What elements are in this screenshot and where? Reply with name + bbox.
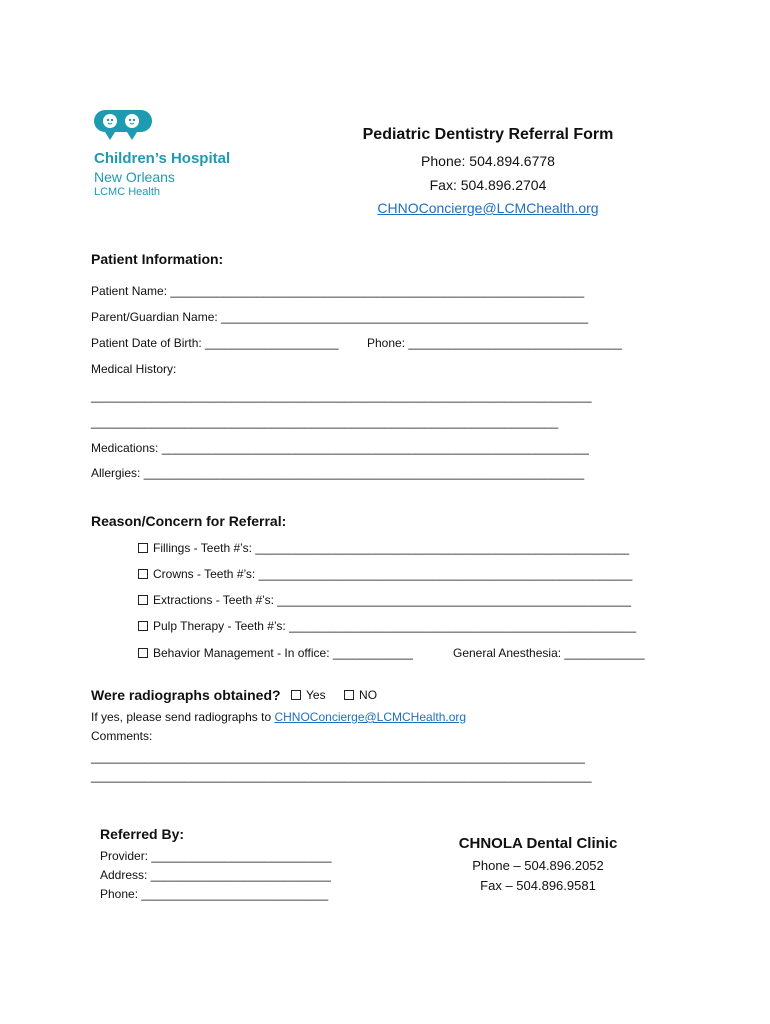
send-radiographs-note xyxy=(91,710,466,724)
clinic-phone: Phone – 504.896.2052 xyxy=(472,858,604,873)
fillings-row xyxy=(138,541,629,555)
medical-history-line[interactable]: ______________________________________________________________________ xyxy=(91,415,559,429)
dob-field[interactable]: Patient Date of Birth: ____________________ xyxy=(91,336,339,350)
header-email-link[interactable]: CHNOConcierge@LCMChealth.org xyxy=(377,200,599,216)
medications-field[interactable]: Medications: ________________________________________________________________ xyxy=(91,441,589,455)
comments-line[interactable]: __________________________________________________________________________ xyxy=(91,750,585,764)
crowns-row xyxy=(138,567,632,581)
provider-field[interactable]: Provider: ___________________________ xyxy=(100,849,332,863)
logo-name-line1: Children’s Hospital xyxy=(94,150,231,167)
patient-phone-field[interactable]: Phone: ________________________________ xyxy=(367,336,622,350)
extractions-checkbox[interactable] xyxy=(138,595,148,605)
fillings-field[interactable]: Fillings - Teeth #’s: ________________________________________________________ xyxy=(153,541,630,555)
medical-history-line[interactable]: ___________________________________________________________________________ xyxy=(91,389,592,403)
allergies-field[interactable]: Allergies: __________________________________________________________________ xyxy=(91,466,585,480)
header-phone: Phone: 504.894.6778 xyxy=(421,153,555,169)
medical-history-label: Medical History: xyxy=(91,362,177,376)
header-fax: Fax: 504.896.2704 xyxy=(429,177,547,193)
radiographs-yes-checkbox[interactable] xyxy=(291,690,301,700)
extractions-row xyxy=(138,593,631,607)
form-title: Pediatric Dentistry Referral Form xyxy=(362,126,614,143)
pulp-therapy-row xyxy=(138,619,636,633)
fillings-checkbox[interactable] xyxy=(138,543,148,553)
behavior-management-field[interactable]: Behavior Management - In office: ____________ xyxy=(153,646,413,660)
clinic-name: CHNOLA Dental Clinic xyxy=(458,835,618,852)
comments-label: Comments: xyxy=(91,729,153,743)
referred-by-heading: Referred By: xyxy=(100,826,185,842)
children-logo-icon xyxy=(94,108,154,142)
crowns-field[interactable]: Crowns - Teeth #’s: ________________________________________________________ xyxy=(153,567,633,581)
radiographs-row xyxy=(91,687,377,705)
referrer-phone-field[interactable]: Phone: ____________________________ xyxy=(100,887,329,901)
radiographs-no-label: NO xyxy=(359,688,378,702)
extractions-field[interactable]: Extractions - Teeth #’s: _____________________________________________________ xyxy=(153,593,631,607)
patient-name-field[interactable]: Patient Name: ______________________________________________________________ xyxy=(91,284,585,298)
radiographs-question: Were radiographs obtained? xyxy=(91,687,281,703)
send-radiographs-text: If yes, please send radiographs to xyxy=(91,710,272,724)
comments-line[interactable]: ___________________________________________________________________________ xyxy=(91,769,592,783)
hospital-logo xyxy=(94,108,254,203)
guardian-name-field[interactable]: Parent/Guardian Name: _______________________________________________________ xyxy=(91,310,589,324)
radiographs-yes-label: Yes xyxy=(306,688,326,702)
clinic-fax: Fax – 504.896.9581 xyxy=(480,878,596,893)
pulp-therapy-field[interactable]: Pulp Therapy - Teeth #’s: ____________________________________________________ xyxy=(153,619,637,633)
pulp-therapy-checkbox[interactable] xyxy=(138,621,148,631)
behavior-management-row xyxy=(138,646,413,660)
radiographs-email-link[interactable]: CHNOConcierge@LCMCHealth.org xyxy=(274,710,467,724)
behavior-management-checkbox[interactable] xyxy=(138,648,148,658)
crowns-checkbox[interactable] xyxy=(138,569,148,579)
general-anesthesia-field[interactable]: General Anesthesia: ____________ xyxy=(453,646,645,660)
address-field[interactable]: Address: ___________________________ xyxy=(100,868,331,882)
radiographs-no-checkbox[interactable] xyxy=(344,690,354,700)
logo-name-line2: New Orleans xyxy=(94,169,175,185)
logo-name-line3: LCMC Health xyxy=(94,186,161,198)
referral-heading: Reason/Concern for Referral: xyxy=(91,513,287,529)
patient-info-heading: Patient Information: xyxy=(91,251,224,267)
